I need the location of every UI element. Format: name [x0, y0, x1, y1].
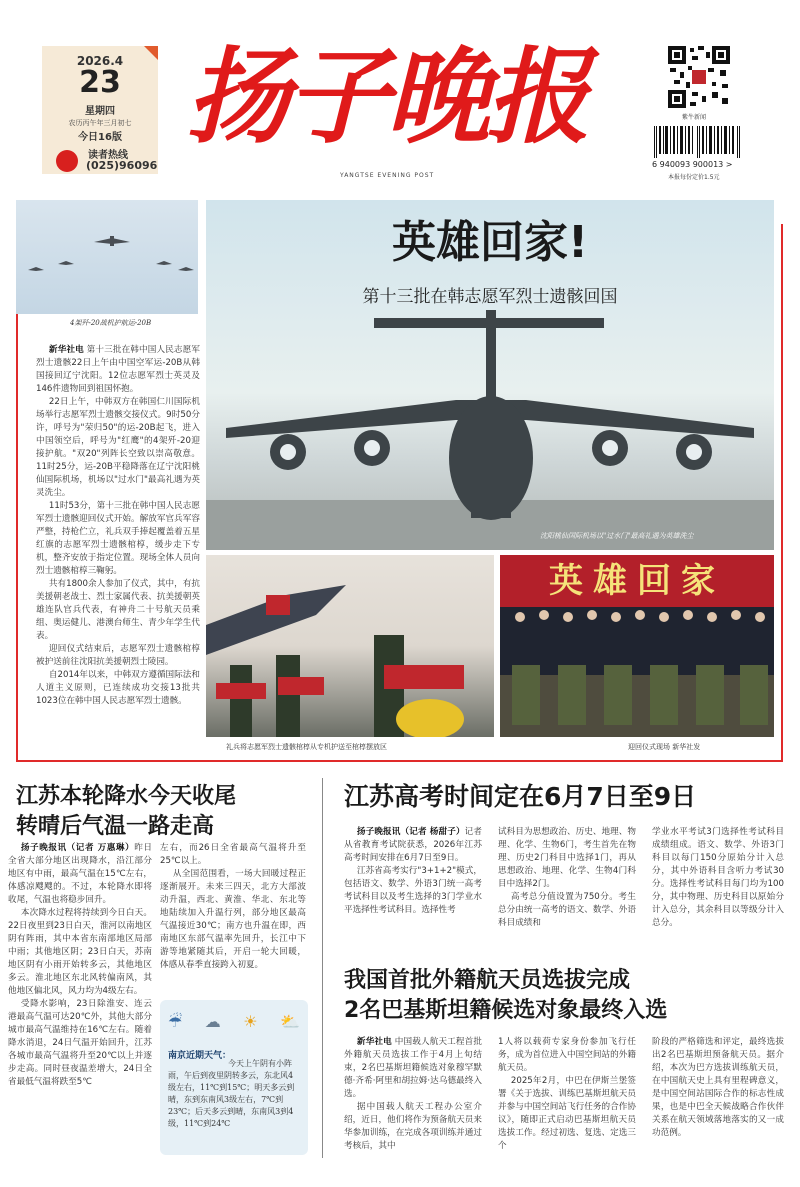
main-photo-caption: 沈阳桃仙国际机场以"过水门"最高礼遇为英雄洗尘: [540, 532, 694, 540]
article-text: 迎回仪式结束后，志愿军烈士遗骸棺椁被护送前往沈阳抗美援朝烈士陵园。: [36, 644, 200, 667]
article-paragraph: [36, 669, 200, 708]
article-text: 学业水平考试3门选择性考试科目成绩组成。语文、数学、外语3门科目以每门150分原始分计入总分，其中外语科目含听力考试30分。选择性考试科目每门均为100分，其中物理、历史科目以原始分计入总分，其余科目以等级分计入总分。: [652, 827, 784, 928]
forecast-title: 南京近期天气：: [168, 1051, 232, 1061]
ceremony-caption: 迎回仪式现场 新华社发: [628, 743, 701, 751]
article-paragraph: [160, 842, 306, 868]
feature-article: [36, 344, 200, 708]
ceremony-photo: [500, 555, 774, 737]
article-paragraph: [652, 1036, 784, 1140]
article-paragraph: [652, 826, 784, 930]
feature-headline: 英雄回家!: [391, 217, 589, 268]
crowd-illustration-icon: [500, 555, 774, 737]
honor-guard-caption: 礼兵将志愿军烈士遗骸棺椁从专机护送至棺椁摆放区: [226, 743, 387, 751]
article-paragraph: [498, 1036, 636, 1075]
barcode-icon: [652, 126, 746, 158]
qr-code-icon: [668, 46, 730, 108]
gaokao-headline: 江苏高考时间定在6月7日至9日: [344, 782, 697, 811]
article-text: 2025年2月，中巴在伊斯兰堡签署《关于选拔、训练巴基斯坦航天员并参与中国空间站飞行任务的合作协议》，随即正式启动巴基斯坦航天员选拔工作。经过初选、复选、定选三个: [498, 1076, 636, 1151]
article-paragraph: [498, 1075, 636, 1153]
date-weekday: 星期四: [85, 106, 115, 117]
hotline-label: 读者热线: [88, 150, 128, 161]
article-paragraph: [344, 865, 482, 917]
article-text: 受降水影响，23日除淮安、连云港最高气温可达20℃外，其他大部分城市最高气温维持在16℃左右。随着降水消退，24日气温开始回升，江苏各城市最高气温将升至20℃以上并逐步走高。同时昼夜温差增大，24日全省最低气温将跌至5℃: [8, 999, 152, 1087]
honor-guard-illustration-icon: [206, 555, 494, 737]
article-paragraph: [36, 396, 200, 500]
honor-guard-photo: [206, 555, 494, 737]
gaokao-column-1: [344, 826, 482, 917]
article-text: 共有1800余人参加了仪式，其中，有抗美援朝老战士、烈士家属代表、抗美援朝英雄连队官兵代表，有神舟二十号航天员乘组、奥运健儿、港澳台师生、青少年学生代表。: [36, 579, 200, 641]
jets-escort-photo: [16, 200, 198, 314]
article-text: 据中国载人航天工程办公室介绍，近日，他们将作为预备航天员来华参加训练，在完成各项训练并通过考核后，其中: [344, 1102, 482, 1151]
article-byline: 新华社电: [48, 345, 84, 355]
date-day: 23: [79, 65, 121, 100]
article-paragraph: [36, 578, 200, 643]
date-year-month: 2026.4: [76, 54, 124, 68]
article-byline: 新华社电: [356, 1037, 392, 1047]
newspaper-title: 扬子晚报: [186, 35, 587, 158]
rain-icon: ☔: [168, 1012, 183, 1031]
gaokao-column-3: [652, 826, 784, 930]
partly-cloudy-icon: ⛅: [280, 1012, 300, 1031]
article-paragraph: [344, 1101, 482, 1153]
side-photo-caption: 4架歼-20战机护航运-20B: [70, 319, 152, 327]
edition-count: 今日16版: [78, 132, 122, 143]
article-text: 11时53分，第十三批在韩中国人民志愿军烈士遗骸迎回仪式开始。解放军官兵军容严整，持枪伫立，礼兵双手捧起覆盖着五星红旗的志愿军烈士遗骸棺椁，缓步走下专机，整齐安放于指定位置。现场全体人员向烈士遗骸棺椁三鞠躬。: [36, 501, 200, 576]
astronaut-column-3: [652, 1036, 784, 1140]
sun-icon: ☀: [243, 1012, 258, 1031]
newspaper-title-en: YANGTSE EVENING POST: [340, 172, 435, 179]
article-paragraph: [160, 868, 306, 972]
article-text: 1人将以载荷专家身份参加飞行任务，成为首位进入中国空间站的外籍航天员。: [498, 1037, 636, 1073]
article-byline: 扬子晚报讯（记者 杨甜子）: [356, 827, 465, 837]
article-paragraph: [36, 344, 200, 396]
article-text: 高考总分值设置为750分。考生总分由统一高考的语文、数学、外语科目成绩和: [498, 892, 636, 928]
article-paragraph: [344, 826, 482, 865]
date-lunar: 农历丙午年三月初七: [68, 119, 132, 127]
article-paragraph: [8, 842, 152, 907]
article-text: 左右，而26日全省最高气温将升至25℃以上。: [160, 843, 306, 866]
article-text: 自2014年以来，中韩双方遵循国际法和人道主义原则，已连续成功交接13批共1023位在韩中国人民志愿军烈士遗骸。: [36, 670, 200, 706]
weather-column-1: [8, 842, 152, 1089]
article-text: 中国载人航天工程首批外籍航天员选拔工作于4月上旬结束，2名巴基斯坦籍候选对象穆罕默德·齐希·阿里和胡拉姆·达乌德最终入选。: [344, 1037, 482, 1099]
qr-label: 紫牛新闻: [682, 114, 707, 121]
forecast-text: 今天上午阴有小阵雨，午后到夜里阴转多云，东北风4级左右，11℃到15℃；明天多云到晴，东到东南风3级左右，7℃到23℃；后天多云到晴，东南风3到4级，11℃到24℃: [168, 1059, 295, 1128]
article-text: 昨日全省大部分地区出现降水，沿江部分地区有中雨，最高气温在15℃左右，体感凉飕飕的。不过，本轮降水即将收尾，气温也将稳步回升。: [8, 843, 152, 905]
ceremony-banner: 英雄回家: [500, 555, 774, 607]
cloud-icon: ☁: [204, 1012, 221, 1031]
article-paragraph: [344, 1036, 482, 1101]
astronaut-headline: 我国首批外籍航天员选拔完成 2名巴基斯坦籍候选对象最终入选: [344, 968, 668, 1023]
article-text: 从全国范围看，一场大回暖过程正逐渐展开。未来三四天，北方大部波动升温，西北、黄淮、华北、东北等地陆续加入升温行列，部分地区最高气温接近30℃；南方也升温在即，西南地区东部气温率先回升，长江中下游等地紧随其后，开启一轮大回暖，体感从春季直接跨入初夏。: [160, 869, 306, 970]
weather-headline: 江苏本轮降水今天收尾 转晴后气温一路走高: [16, 784, 237, 839]
feature-subheadline: 第十三批在韩志愿军烈士遗骸回国: [362, 287, 618, 307]
article-text: 第十三批在韩中国人民志愿军烈士遗骸22日上午由中国空军运-20B从韩国接回辽宁沈阳。12位志愿军烈士英灵及146件遗物回到祖国怀抱。: [36, 345, 200, 394]
purple-cow-logo-icon: [56, 150, 78, 172]
weather-column-2: [160, 842, 306, 972]
astronaut-column-2: [498, 1036, 636, 1153]
article-text: 试科目为思想政治、历史、地理、物理、化学、生物6门，考生首先在物理、历史2门科目中选择1门，再从思想政治、地理、化学、生物4门科目中选择2门。: [498, 827, 636, 889]
article-text: 阶段的严格筛选和评定，最终选拔出2名巴基斯坦预备航天员。据介绍，本次为巴方选拔训练航天员，在中国航天史上具有里程碑意义，是中国空间站国际合作的标志性成果，也是中巴全天候战略合作伙伴关系在航天领域落地落实的又一成功范例。: [652, 1037, 784, 1138]
article-paragraph: [8, 907, 152, 998]
article-byline: 扬子晚报讯（记者 万惠琳）: [20, 843, 135, 853]
article-text: 江苏省高考实行"3+1+2"模式，包括语文、数学、外语3门统一高考考试科目以及考生选择的3门学业水平选择性考试科目。选择性考: [344, 866, 482, 915]
article-paragraph: [36, 643, 200, 669]
weather-forecast-box: [160, 1000, 308, 1155]
article-paragraph: [498, 826, 636, 891]
article-paragraph: [36, 500, 200, 578]
weather-icons: [168, 1012, 300, 1031]
hotline-number: (025)96096: [86, 159, 158, 172]
gaokao-column-2: [498, 826, 636, 930]
astronaut-column-1: [344, 1036, 482, 1153]
barcode-number: 6 940093 900013 >: [652, 160, 733, 169]
column-divider: [322, 778, 323, 1158]
article-paragraph: [498, 891, 636, 930]
jets-illustration-icon: [16, 200, 198, 314]
price-line: 本报每份定价1.5元: [668, 174, 720, 181]
date-box: [42, 46, 158, 174]
article-text: 22日上午，中韩双方在韩国仁川国际机场举行志愿军烈士遗骸交接仪式。9时50分许，呼号为"荣归50"的运-20B起飞，进入中国领空后，呼号为"红鹰"的4架歼-20迎接护航。"双20"列阵长空致以崇高敬意。11时25分，运-20B平稳降落在辽宁沈阳桃仙国际机场，机场以"过水门"最高礼遇为英灵洗尘。: [36, 397, 200, 498]
article-text: 记者从省教育考试院获悉，2026年江苏高考时间安排在6月7日至9日。: [344, 827, 482, 863]
article-text: 本次降水过程将持续到今日白天。22日夜里到23日白天，淮河以南地区阴有阵雨，其中本省东南部地区局部中雨；其他地区阴；23日白天，苏南地区阴有小雨开始转多云，其他地区多云。淮北地区东北风转偏南风，其他地区偏北风，风力均为4级左右。: [8, 908, 152, 996]
article-paragraph: [8, 998, 152, 1089]
